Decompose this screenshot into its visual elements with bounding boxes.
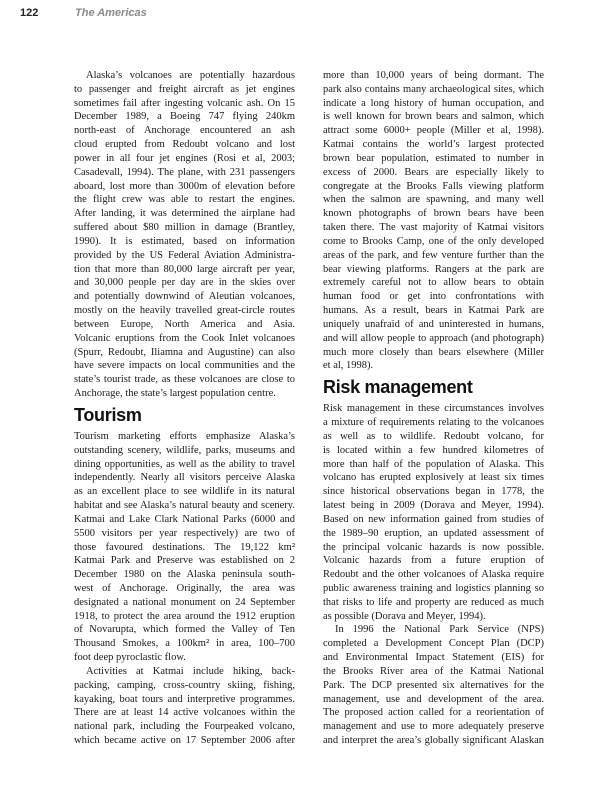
text-line: a mixture of requirements relating to the volcanoes <box>323 417 544 429</box>
paragraph <box>323 402 544 623</box>
text-line: December 1980 on the Alaska peninsula south- <box>74 569 295 581</box>
section-title: The Americas <box>75 7 147 19</box>
text-line: cloud erupted from Redoubt volcano and lost <box>74 139 295 151</box>
text-line: dining opportunities, as well as the ability to travel <box>74 458 295 470</box>
text-line: Anchorage, the state’s largest population centre. <box>74 388 276 400</box>
text-line: packing, camping, cross-country skiing, fishing, <box>74 679 295 691</box>
text-line: north-east of Anchorage encountered an ash <box>74 125 295 137</box>
text-line: latest being in 2009 (Dorava and Meyer, 1994). <box>323 500 544 512</box>
text-line: foot deep pyroclastic flow. <box>74 652 186 664</box>
text-line: as well as to wildlife. Redoubt volcano, for <box>323 430 544 442</box>
text-line: and Environmental Impact Statement (EIS) for <box>323 652 544 664</box>
text-line: Casadevall, 1994). The plane, with 231 passengers <box>74 166 295 178</box>
section-heading: Tourism <box>74 404 142 425</box>
text-line: more than 10,000 years of being dormant. The <box>323 70 544 81</box>
text-line: is well known for brown bears and salmon, which <box>323 111 544 123</box>
text-line: provided by the US Federal Aviation Administra- <box>74 249 295 261</box>
text-line: park also contains many archaeological sites, which <box>323 83 544 95</box>
text-line: state’s tourist trade, as these volcanoes are close to <box>74 374 295 386</box>
text-line: between Europe, North America and Asia. <box>74 318 295 330</box>
text-line: uniquely unafraid of and uninterested in humans, <box>323 318 544 330</box>
text-line: taken there. The vast majority of Katmai visitors <box>323 222 544 234</box>
text-line: Park. The DCP presented six alternatives for the <box>323 679 544 691</box>
text-line: (Spurr, Redoubt, Iliamna and Augustine) can also <box>74 346 295 358</box>
text-line: tion that more than 80,000 large aircraft per year, <box>74 263 295 275</box>
text-line: independently. Nearly all visitors perceive Alaska <box>74 472 295 484</box>
text-line: aboard, lost more than 3000m of elevation before <box>74 180 295 192</box>
text-line: human food or get into confrontations with <box>323 291 544 303</box>
section-heading: Risk management <box>323 377 473 398</box>
text-line: volcano has erupted explosively at least six times <box>323 472 544 484</box>
text-line: designated a national monument on 24 September <box>74 596 295 608</box>
text-line: the flight crew was able to restart the engines. <box>74 194 295 206</box>
paragraph <box>74 430 295 665</box>
text-line: which became active on 17 September 2006 after <box>74 735 295 747</box>
text-line: those favoured destinations. The 19,122 km² <box>74 541 295 553</box>
text-line: There are at least 14 active volcanoes within the <box>74 707 295 719</box>
text-line: 1990). It is estimated, based on information <box>74 235 295 247</box>
text-line: 5500 visitors per year respectively) are two of <box>74 527 295 539</box>
text-line: In 1996 the National Park Service (NPS) <box>335 624 544 636</box>
paragraph <box>323 69 544 373</box>
text-line: completed a Development Concept Plan (DCP) <box>323 638 544 650</box>
text-line: to passenger and freight aircraft as jet engines <box>74 83 295 95</box>
text-line: as an excellent place to see wildlife in its natural <box>74 486 295 498</box>
right-column <box>323 69 544 748</box>
paragraph <box>323 623 544 747</box>
paragraph <box>74 665 295 748</box>
text-line: Based on new information gained from studies of <box>323 513 544 525</box>
text-line: extremely careful not to allow bears to obtain <box>323 277 544 289</box>
text-line: congregate at the Brooks Falls viewing platform <box>323 180 544 192</box>
text-line: as possible (Dorava and Meyer, 1994). <box>323 610 486 622</box>
paragraph <box>74 69 295 401</box>
text-line: when the salmon are spawning, and many well <box>323 194 544 206</box>
text-line: mostly on the heavily travelled great-circle routes <box>74 305 295 317</box>
text-line: Tourism marketing efforts emphasize Alaska’s <box>74 430 295 442</box>
text-line: is located within a few hundred kilometres of <box>323 444 544 456</box>
text-line: Alaska’s volcanoes are potentially hazardous <box>86 70 295 81</box>
text-line: kayaking, boat tours and interpretive programmes. <box>74 693 295 705</box>
text-line: national park, including the Fourpeaked volcano, <box>74 721 295 733</box>
text-line: Activities at Katmai include hiking, back- <box>86 665 295 677</box>
text-line: known photographs of brown bears have been <box>323 208 544 220</box>
text-line: After landing, it was determined the airplane had <box>74 208 295 220</box>
text-line: outstanding scenery, wildlife, parks, museums and <box>74 444 295 456</box>
text-line: Volcanic eruptions from the Cook Inlet volcanoes <box>74 332 295 344</box>
text-line: excess of 2000. Bears are especially likely to <box>323 166 544 178</box>
text-line: et al, 1998). <box>323 360 374 372</box>
text-line: and 30,000 people per day are in the skies over <box>74 277 295 289</box>
text-line: much more closely than bears elsewhere (Miller <box>323 346 544 358</box>
text-line: Redoubt and the other volcanoes of Alaska require <box>323 569 544 581</box>
text-line: attract some 6000+ people (Miller et al, 1998). <box>323 125 544 137</box>
text-line: the Brooks River area of the Katmai National <box>323 665 544 677</box>
text-line: management, use and development of the area. <box>323 693 544 705</box>
left-column <box>74 69 295 748</box>
text-line: more than half of the population of Alaska. This <box>323 458 544 470</box>
text-line: bear viewing platforms. Rangers at the park are <box>323 263 544 275</box>
running-header <box>0 4 613 22</box>
text-line: the principal volcanic hazards is now possible. <box>323 541 544 553</box>
text-line: of Novarupta, which formed the Valley of Ten <box>74 624 295 636</box>
text-line: Risk management in these circumstances involves <box>323 403 544 415</box>
text-line: Thousand Smokes, a 100km² in area, 100–700 <box>74 638 295 650</box>
text-line: Katmai Park and Preserve was established on 2 <box>74 555 295 567</box>
text-line: sometimes fail after ingesting volcanic ash. On 15 <box>74 97 295 109</box>
text-line: have severe impacts on local communities and the <box>74 360 295 372</box>
text-line: areas of the park, and few venture further than the <box>323 249 544 261</box>
page-number: 122 <box>20 7 39 19</box>
text-line: the 1989–90 eruption, an updated assessment of <box>323 527 544 539</box>
text-line: December 1989, a Boeing 747 flying 240km <box>74 111 295 123</box>
text-line: 1918, to protect the area around the 1912 eruption <box>74 610 295 622</box>
text-line: humans. As a result, bears in Katmai Park are <box>323 305 544 317</box>
text-line: management and use to more adequately preserve <box>323 721 544 733</box>
text-line: brown bear population, estimated to number in <box>323 152 544 164</box>
text-line: Katmai contains the world’s largest protected <box>323 139 544 151</box>
text-line: power in all four jet engines (Rosi et al, 2003; <box>74 152 295 164</box>
text-line: Volcanic hazards from a future eruption of <box>323 555 544 567</box>
text-line: that risks to life and property are reduced as much <box>323 596 544 608</box>
text-line: and interpret the area’s globally significant Alaskan <box>323 735 544 747</box>
text-line: indicate a long history of human occupation, and <box>323 97 544 109</box>
text-line: suffered about $80 million in damage (Brantley, <box>74 222 295 234</box>
text-line: come to Brooks Camp, one of the only developed <box>323 235 544 247</box>
text-line: west of Anchorage. Originally, the area was <box>74 582 295 594</box>
text-line: habitat and see Alaska’s natural beauty and scenery. <box>74 500 295 512</box>
text-line: since historical observations began in 1778, the <box>323 486 544 498</box>
text-line: public awareness training and logistics planning so <box>323 582 544 594</box>
text-line: Katmai and Lake Clark National Parks (6000 and <box>74 513 295 525</box>
text-line: and will allow people to approach (and photograph) <box>323 332 544 344</box>
text-line: The proposed action called for a reorientation of <box>323 707 544 719</box>
text-line: and potentially downwind of Aleutian volcanoes, <box>74 291 295 303</box>
